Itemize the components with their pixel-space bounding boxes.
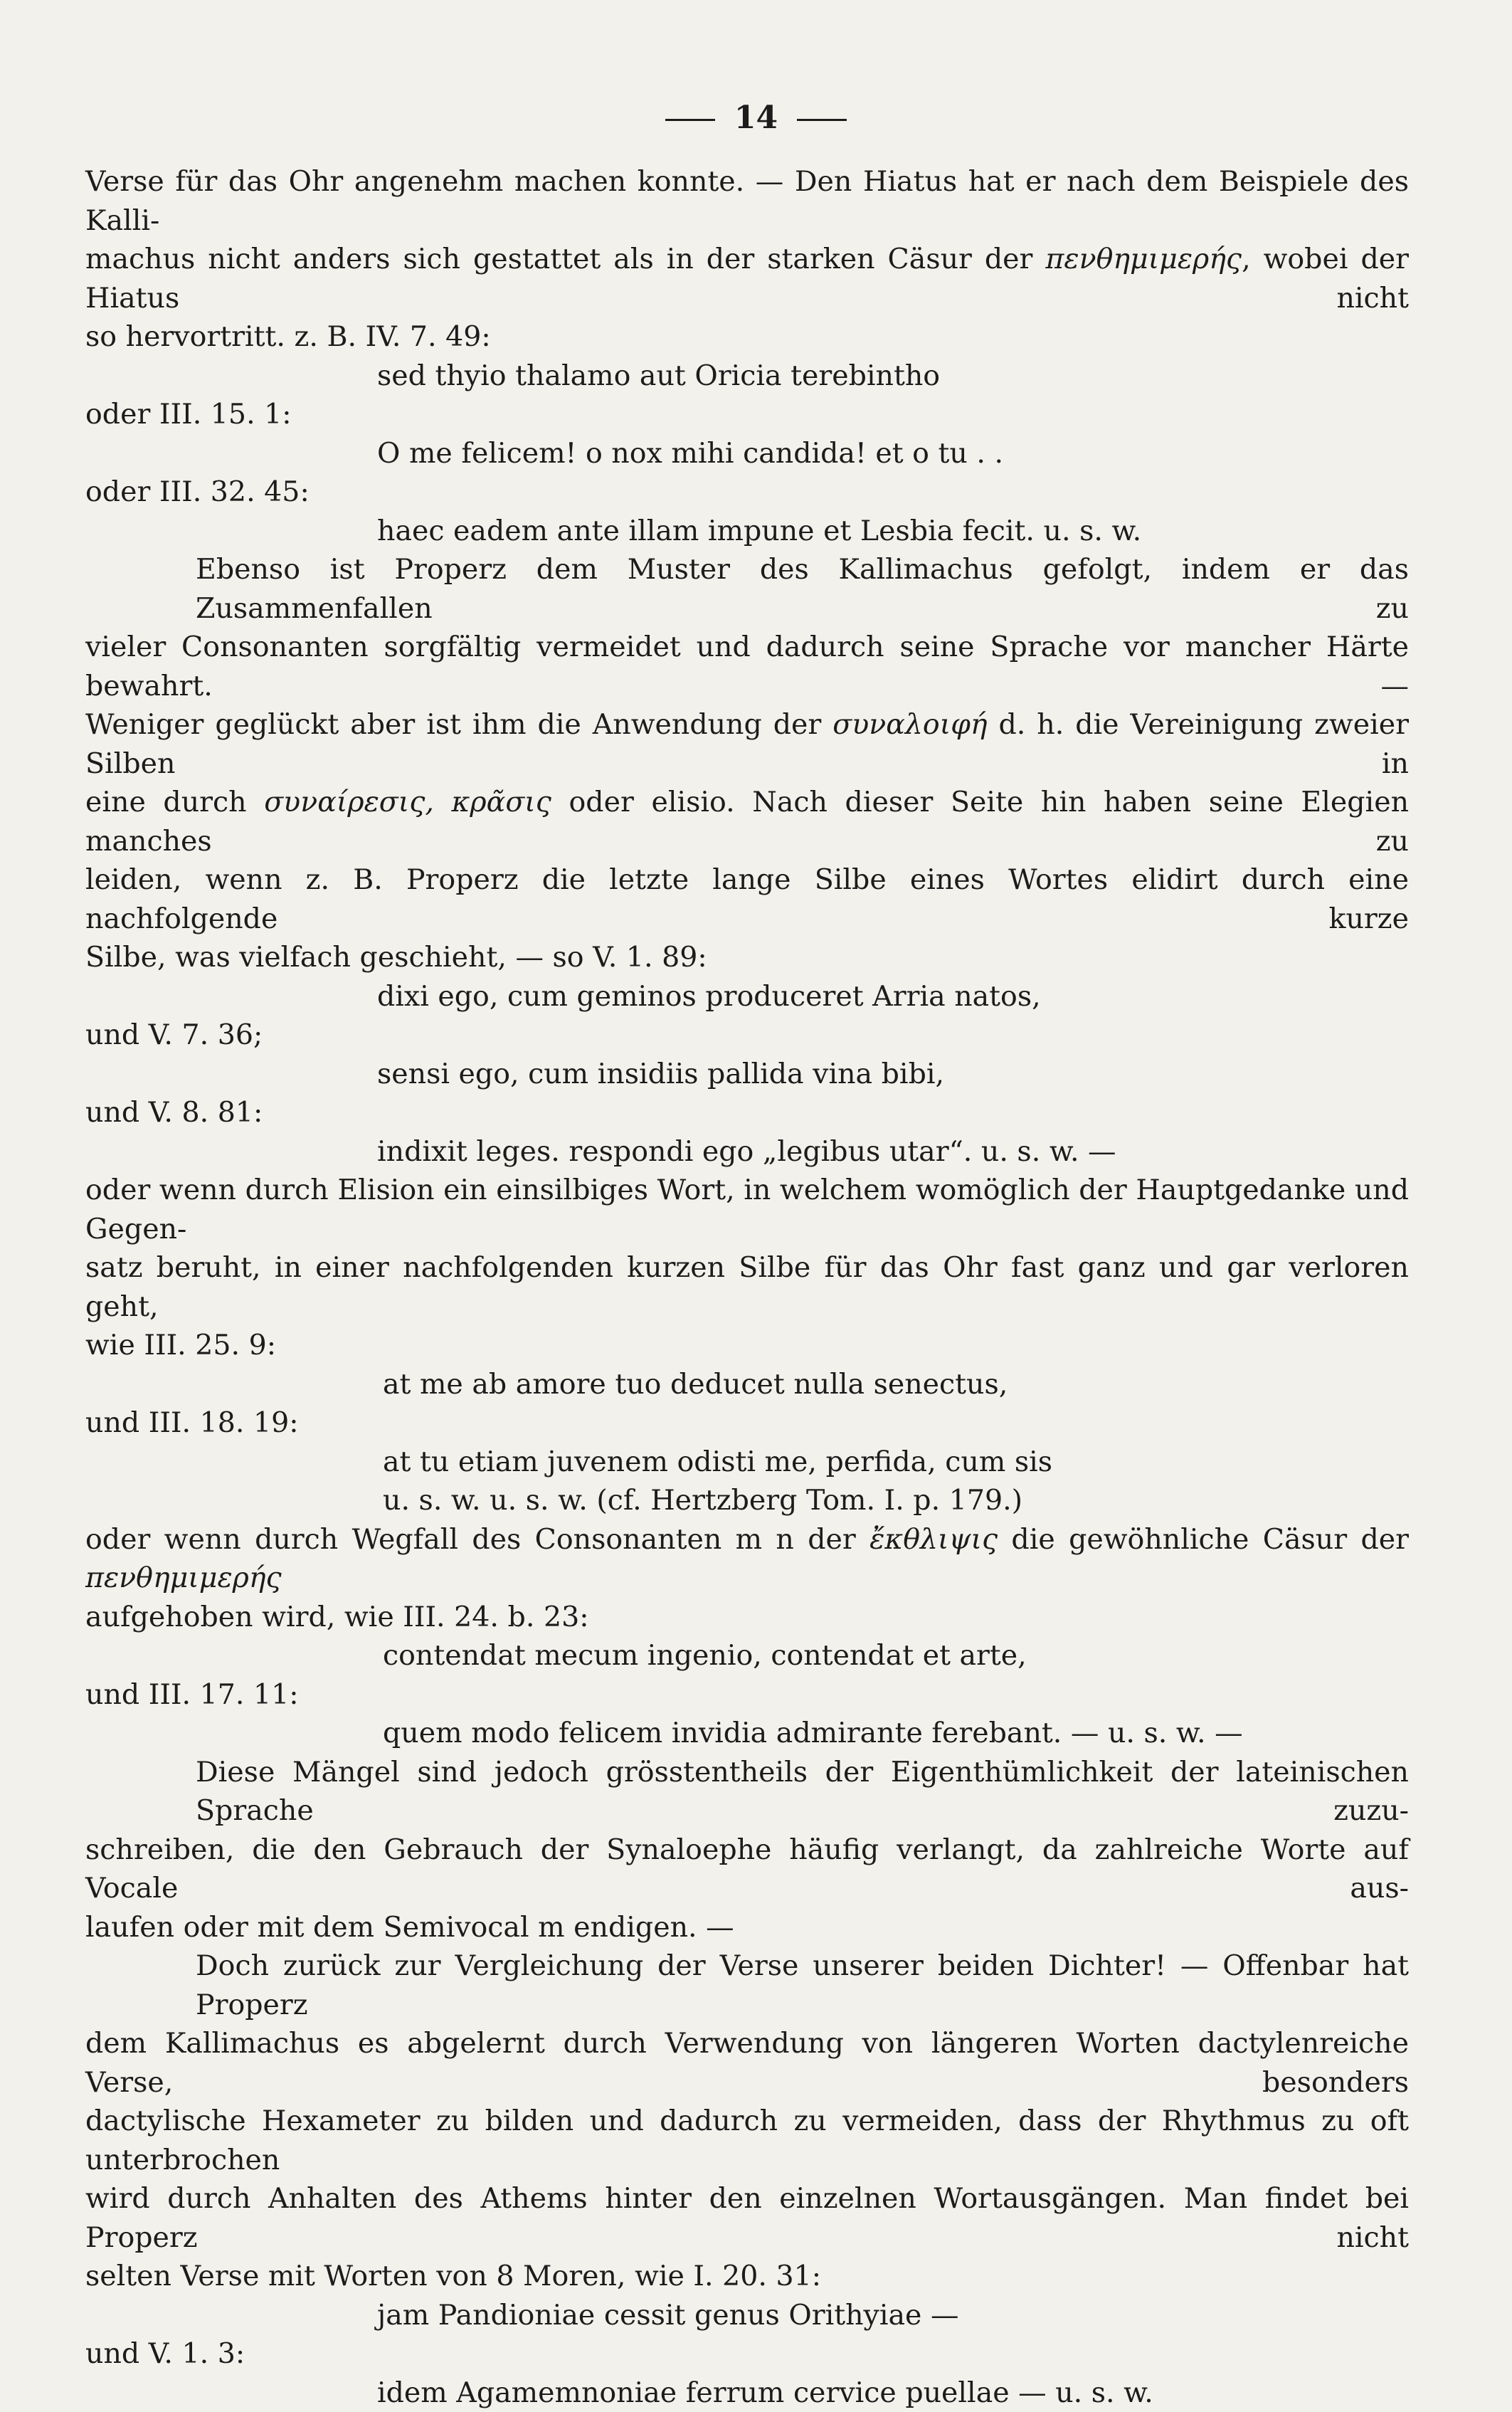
text-line [85, 1753, 1409, 1831]
text-line [85, 1248, 1409, 1326]
text-line [85, 1520, 1409, 1598]
text-segment: u. s. w. u. s. w. (cf. Hertzberg Tom. I. p. 179.) [383, 1484, 1022, 1517]
page-header [0, 100, 1512, 136]
text-segment: selten Verse mit Worten von 8 Moren, wie I. 20. 31: [85, 2260, 821, 2292]
greek-term: ἔκθλιψις [869, 1523, 998, 1556]
verse-line [85, 1055, 1409, 1094]
text-segment: at tu etiam juvenem odisti me, perfida, cum sis [383, 1445, 1052, 1478]
text-segment: sensi ego, cum insidiis pallida vina bibi, [377, 1058, 944, 1090]
verse-line [85, 1481, 1409, 1520]
text-line [85, 1947, 1409, 2024]
text-line [85, 2024, 1409, 2102]
text-segment: machus nicht anders sich gestattet als in der starken Cäsur der [85, 243, 1045, 275]
text-line [85, 2257, 1409, 2296]
text-segment: und III. 17. 11: [85, 1678, 299, 1711]
text-segment: Ebenso ist Properz dem Muster des Kallimachus gefolgt, indem er das Zusammenfallen zu [196, 553, 1409, 625]
text-segment: Doch zurück zur Vergleichung der Verse unserer beiden Dichter! — Offenbar hat Properz [196, 1949, 1409, 2021]
text-segment: oder III. 32. 45: [85, 475, 310, 508]
text-segment: wird durch Anhalten des Athems hinter den einzelnen Wortausgängen. Man findet bei Properz nicht [85, 2182, 1409, 2254]
text-line [85, 783, 1409, 860]
text-line [85, 860, 1409, 938]
text-segment: leiden, wenn z. B. Properz die letzte lange Silbe eines Wortes elidirt durch eine nachfolgende kurze [85, 863, 1409, 935]
text-segment: Silbe, was vielfach geschieht, — so V. 1. 89: [85, 941, 707, 974]
greek-term: πενθημιμερής [85, 1562, 282, 1594]
text-segment: vieler Consonanten sorgfältig vermeidet und dadurch seine Sprache vor mancher Härte bewahrt. — [85, 631, 1409, 702]
text-line [85, 1675, 1409, 1715]
text-line [85, 1093, 1409, 1132]
verse-line [85, 512, 1409, 551]
header-rule-left [665, 119, 715, 121]
text-line [85, 938, 1409, 977]
verse-line [85, 2296, 1409, 2335]
text-segment: oder wenn durch Wegfall des Consonanten m n der [85, 1523, 869, 1556]
text-segment: , wobei der Hiatus nicht [85, 243, 1409, 315]
text-line [85, 2334, 1409, 2374]
text-line [85, 550, 1409, 628]
text-line [85, 395, 1409, 434]
text-line [85, 1598, 1409, 1637]
text-segment: eine durch [85, 786, 264, 818]
text-line [85, 1171, 1409, 1248]
text-line [85, 1326, 1409, 1365]
text-segment: und III. 18. 19: [85, 1406, 299, 1439]
text-segment: at me ab amore tuo deducet nulla senectus, [383, 1368, 1008, 1401]
text-line [85, 473, 1409, 512]
text-segment: Diese Mängel sind jedoch grösstentheils der Eigenthümlichkeit der lateinischen Sprache zuzu- [196, 1756, 1409, 1828]
text-segment: O me felicem! o nox mihi candida! et o tu . . [377, 437, 1003, 470]
greek-term: συναλοιφή [832, 708, 987, 741]
text-segment: sed thyio thalamo aut Oricia terebintho [377, 359, 940, 392]
text-segment: die gewöhnliche Cäsur der [998, 1523, 1409, 1556]
greek-term: πενθημιμερής [1045, 243, 1242, 275]
greek-term: συναίρεσις, κρᾶσις [264, 786, 551, 818]
text-segment: Weniger geglückt aber ist ihm die Anwendung der [85, 708, 832, 741]
text-line [85, 162, 1409, 240]
text-line [85, 1908, 1409, 1947]
verse-line [85, 1132, 1409, 1171]
text-line [85, 2102, 1409, 2179]
text-line [85, 240, 1409, 317]
header-rule-right [797, 119, 847, 121]
text-segment: oder wenn durch Elision ein einsilbiges Wort, in welchem womöglich der Hauptgedanke und Gegen- [85, 1174, 1409, 1246]
text-segment: oder III. 15. 1: [85, 398, 292, 431]
text-segment: schreiben, die den Gebrauch der Synaloephe häufig verlangt, da zahlreiche Worte auf Vocale aus- [85, 1833, 1409, 1905]
text-segment: laufen oder mit dem Semivocal m endigen. — [85, 1911, 734, 1944]
verse-line [85, 1714, 1409, 1753]
text-segment: und V. 1. 3: [85, 2337, 245, 2370]
text-segment: d. h. die Vereinigung zweier Silben in [85, 708, 1409, 780]
text-segment: wie III. 25. 9: [85, 1329, 276, 1362]
text-segment: satz beruht, in einer nachfolgenden kurzen Silbe für das Ohr fast ganz und gar verloren geht, [85, 1251, 1409, 1323]
text-line [85, 1404, 1409, 1443]
text-segment: und V. 7. 36; [85, 1018, 263, 1051]
text-segment: contendat mecum ingenio, contendat et arte, [383, 1639, 1027, 1672]
text-segment: so hervortritt. z. B. IV. 7. 49: [85, 320, 491, 353]
text-segment: idem Agamemnoniae ferrum cervice puellae — u. s. w. [377, 2376, 1153, 2409]
text-segment: und V. 8. 81: [85, 1096, 263, 1129]
text-segment: jam Pandioniae cessit genus Orithyiae — [377, 2299, 958, 2332]
text-segment: haec eadem ante illam impune et Lesbia fecit. u. s. w. [377, 515, 1141, 547]
verse-line [85, 357, 1409, 396]
text-line [85, 628, 1409, 705]
text-segment: oder elisio. Nach dieser Seite hin haben seine Elegien manches zu [85, 786, 1409, 858]
text-segment: indixit leges. respondi ego „legibus utar“. u. s. w. — [377, 1135, 1116, 1168]
text-line [85, 1016, 1409, 1055]
text-segment: dactylische Hexameter zu bilden und dadurch zu vermeiden, dass der Rhythmus zu oft unterbrochen [85, 2105, 1409, 2176]
verse-line [85, 2374, 1409, 2412]
verse-line [85, 434, 1409, 473]
verse-line [85, 977, 1409, 1016]
text-segment: dem Kallimachus es abgelernt durch Verwendung von längeren Worten dactylenreiche Verse, besonders [85, 2027, 1409, 2099]
text-segment: quem modo felicem invidia admirante ferebant. — u. s. w. — [383, 1717, 1243, 1749]
text-line [85, 317, 1409, 357]
text-line [85, 2179, 1409, 2257]
body-text [85, 162, 1409, 2412]
text-line [85, 705, 1409, 783]
text-segment: aufgehoben wird, wie III. 24. b. 23: [85, 1601, 589, 1633]
page-number: 14 [734, 100, 778, 136]
verse-line [85, 1636, 1409, 1675]
verse-line [85, 1443, 1409, 1482]
verse-line [85, 1365, 1409, 1404]
text-segment: Verse für das Ohr angenehm machen konnte. — Den Hiatus hat er nach dem Beispiele des Kalli- [85, 165, 1409, 237]
text-line [85, 1831, 1409, 1908]
text-segment: dixi ego, cum geminos produceret Arria natos, [377, 980, 1041, 1013]
